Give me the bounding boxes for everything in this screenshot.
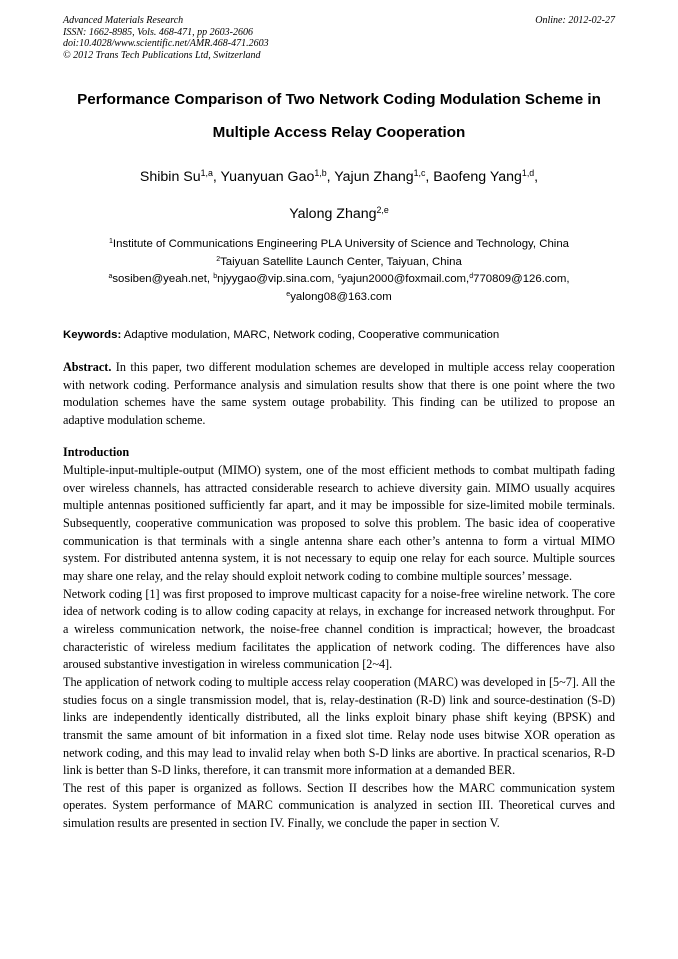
author-separator: , xyxy=(326,169,335,185)
author-affil-sup: 1,b xyxy=(314,168,327,179)
section-heading-introduction: Introduction xyxy=(63,445,130,459)
author-name: Shibin Su xyxy=(139,169,201,185)
paper-title-line-1: Performance Comparison of Two Network Coding Modulation Scheme in xyxy=(77,91,601,108)
email-sup: d xyxy=(469,273,474,281)
author-list xyxy=(40,169,638,185)
author-separator: , xyxy=(212,169,221,185)
author-affil-sup: 1,c xyxy=(413,168,426,179)
journal-doi: doi:10.4028/www.scientific.net/AMR.468-471.2603 xyxy=(63,38,269,49)
author-name: Yuanyuan Gao xyxy=(220,169,315,185)
journal-name: Advanced Materials Research xyxy=(63,15,184,26)
online-date: Online: 2012-02-27 xyxy=(535,15,615,26)
email-list xyxy=(40,271,638,289)
journal-issn: ISSN: 1662-8985, Vols. 468-471, pp 2603-2606 xyxy=(63,26,253,38)
paragraph: Network coding [1] was first proposed to improve multicast capacity for a noise-free wireline network. The core idea of network coding is to allow coding capacity at relays, in exchange for increased network throughput. For a wireless communication network, the noise-free channel condition is impractical; however, the broadcast characteristic of wireless medium facilitates the application of network coding. The differences have also aroused substantive investigation in wireless communication [2~4]. xyxy=(63,586,615,672)
abstract-label: Abstract. xyxy=(63,360,112,374)
paragraph: The application of network coding to multiple access relay cooperation (MARC) was developed in [5~7]. All the studies focus on a single transmission model, that is, relay-destination (R-D) link and source-destination (S-D) links are independently identically distributed, all the links exploit binary phase shift keying (BPSK) and transmit the same amount of bit information in a fixed slot time. Relay node uses bitwise XOR operation as network coding, and this may lead to invalid relay when both S-D links are abortive. In practical scenarios, R-D link is better than S-D links, therefore, it can transmit more information at a demanded BER. xyxy=(63,674,615,778)
author-name: Yalong Zhang xyxy=(289,206,377,222)
author-separator: , xyxy=(534,169,539,185)
affiliation-text: Institute of Communications Engineering PLA University of Science and Technology, China xyxy=(112,238,569,250)
email-sup: a xyxy=(108,273,113,281)
journal-header xyxy=(63,15,615,61)
affiliations xyxy=(40,236,638,306)
affiliation-text: Taiyuan Satellite Launch Center, Taiyuan, China xyxy=(220,255,462,268)
email-address[interactable]: 770809@126.com, xyxy=(473,273,570,286)
affiliation-sup: 1 xyxy=(108,238,113,246)
journal-copyright: © 2012 Trans Tech Publications Ltd, Switzerland xyxy=(63,49,261,61)
affiliation-2 xyxy=(40,254,638,272)
author-separator: , xyxy=(425,169,434,185)
author-list-line-2 xyxy=(40,206,638,222)
email-sup: e xyxy=(286,290,291,298)
email-list-line-2 xyxy=(40,289,638,307)
keywords-text: Adaptive modulation, MARC, Network coding, Cooperative communication xyxy=(121,329,500,341)
email-sup: c xyxy=(337,273,342,281)
email-sup: b xyxy=(213,273,218,281)
keywords-label: Keywords: xyxy=(63,329,122,341)
abstract xyxy=(63,359,615,430)
email-address[interactable]: sosiben@yeah.net, xyxy=(112,273,214,286)
author-name: Baofeng Yang xyxy=(433,169,522,185)
paper-title-line-2: Multiple Access Relay Cooperation xyxy=(212,124,466,141)
keywords xyxy=(63,329,615,341)
affiliation-sup: 2 xyxy=(216,255,221,263)
author-affil-sup: 1,d xyxy=(521,168,535,179)
introduction-body xyxy=(63,462,615,833)
author-affil-sup: 2,e xyxy=(376,205,389,216)
author-name: Yajun Zhang xyxy=(334,169,414,185)
abstract-text: In this paper, two different modulation schemes are developed in multiple access relay cooperation with network coding. Performance analysis and simulation results show that there is one point where the two modulation schemes have the same system outage probability. This finding can be utilized to propose an adaptive modulation scheme. xyxy=(63,360,615,427)
paragraph: Multiple-input-multiple-output (MIMO) system, one of the most efficient methods to combat multipath fading over wireless channels, has attracted considerable research to achieve diversity gain. MIMO usually acquires multiple antennas positioned sufficiently far apart, and it may be impossible for size-limited mobile terminals. Subsequently, cooperative communication was proposed to solve this problem. The basic idea of cooperative communication is that terminals with a single antenna share each other’s antenna to form a virtual MIMO system. For distributed antenna system, it is not necessary to equip one relay for each source. Multiple sources may share one relay, and the relay should exploit network coding to combine multiple sources’ message. xyxy=(63,463,615,583)
author-affil-sup: 1,a xyxy=(200,168,213,179)
email-address[interactable]: njyygao@vip.sina.com, xyxy=(217,273,338,286)
email-address[interactable]: yajun2000@foxmail.com, xyxy=(341,273,470,286)
paragraph: The rest of this paper is organized as follows. Section II describes how the MARC communication system operates. System performance of MARC communication is analyzed in section III. Theoretical curves and simulation results are presented in section IV. Finally, we conclude the paper in section V. xyxy=(63,780,615,831)
email-address[interactable]: yalong08@163.com xyxy=(290,290,392,303)
affiliation-1 xyxy=(40,236,638,254)
